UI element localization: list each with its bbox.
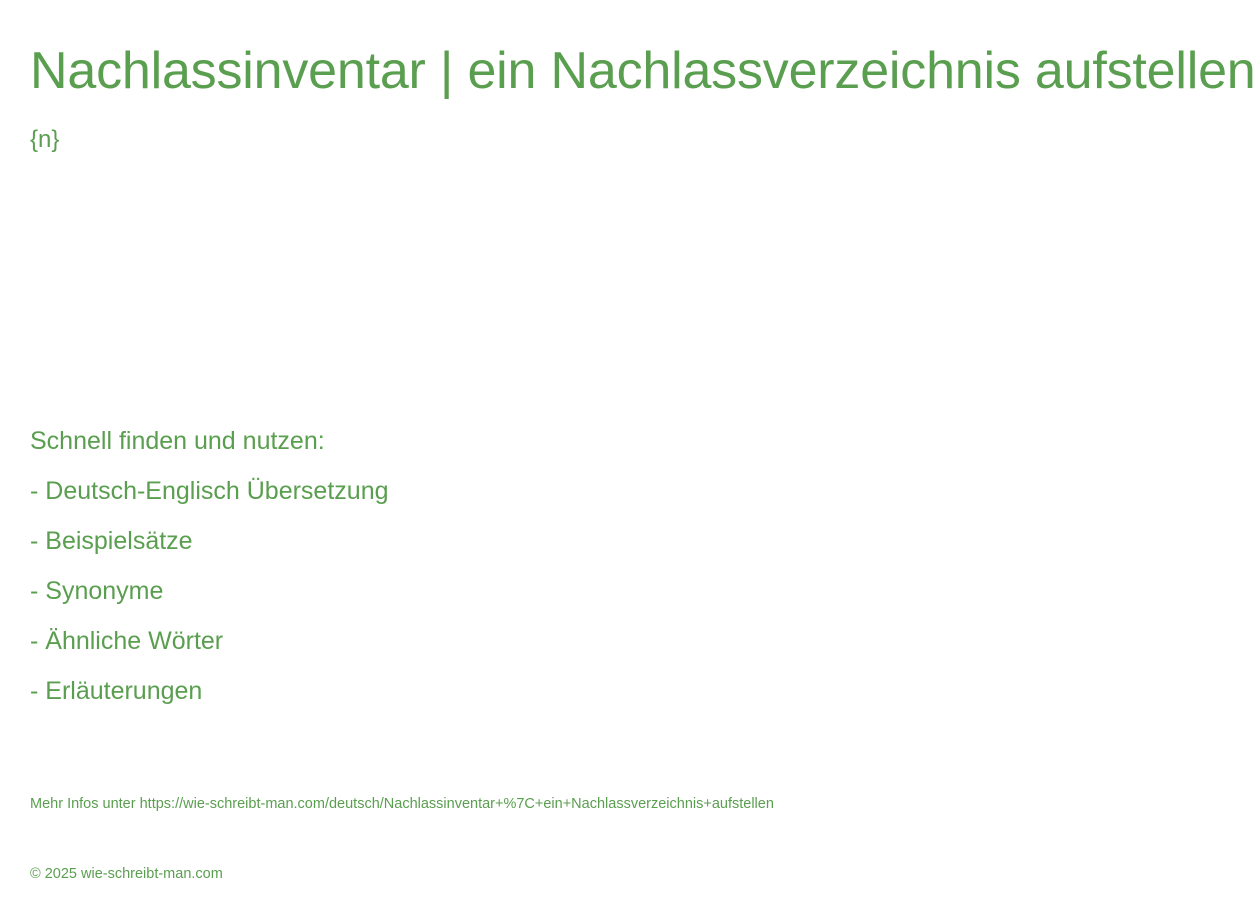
features-heading: Schnell finden und nutzen: — [30, 427, 325, 455]
copyright-notice: © 2025 wie-schreibt-man.com — [30, 866, 223, 882]
features-list — [30, 474, 389, 724]
page-title: Nachlassinventar | ein Nachlassverzeichnis aufstellen — [30, 42, 1256, 100]
feature-item-example-sentences: - Beispielsätze — [30, 527, 193, 555]
more-info-text: Mehr Infos unter https://wie-schreibt-man.com/deutsch/Nachlassinventar+%7C+ein+Nachlassverzeichnis+aufstellen — [30, 796, 774, 812]
feature-item-explanations: - Erläuterungen — [30, 677, 203, 705]
feature-item-translation: - Deutsch-Englisch Übersetzung — [30, 477, 389, 505]
feature-item-synonyms: - Synonyme — [30, 577, 164, 605]
feature-item-similar-words: - Ähnliche Wörter — [30, 627, 224, 655]
word-class-label: {n} — [30, 126, 60, 153]
features-section — [30, 424, 389, 724]
